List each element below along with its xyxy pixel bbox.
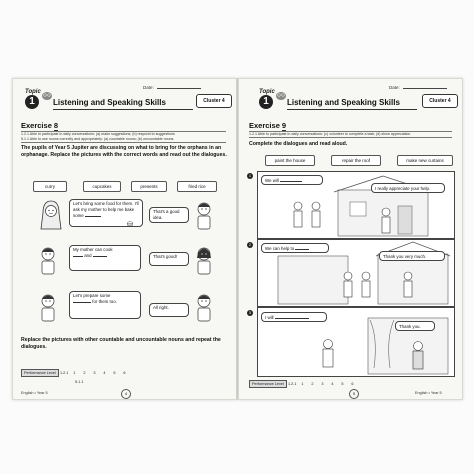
- reply-bubble-3: Thank you.: [395, 321, 435, 331]
- level-6: 6: [351, 382, 354, 386]
- reply-bubble-1: That's a good idea.: [149, 207, 189, 223]
- performance-level-row: [75, 378, 83, 386]
- right-page: [238, 78, 463, 400]
- reply-bubble-2: That's good!: [149, 252, 189, 266]
- boy-illustration: [193, 291, 215, 323]
- cupcake-icon: [125, 220, 135, 226]
- girl-illustration: [193, 244, 215, 276]
- date-label: Date:: [143, 85, 154, 90]
- word-bank-item: presents: [131, 181, 167, 192]
- performance-label: Performance Level: [21, 369, 59, 377]
- standard-item: 1.2.1 Able to participate in daily conversations: (a) make suggestions; (b) respond to suggestions: [21, 132, 175, 136]
- level-5: 5: [113, 371, 116, 375]
- reply-bubble-2: Thank you very much.: [379, 251, 445, 261]
- level-4: 4: [103, 371, 106, 375]
- learning-standards: [249, 131, 452, 138]
- level-6: 6: [123, 371, 126, 375]
- standard-item: 1.2.1 Able to participate in daily conversations: (c) volunteer to complete a task; (d) show appreciation: [249, 132, 411, 136]
- level-1: 1: [73, 371, 76, 375]
- footer-text: English • Year 5: [415, 391, 442, 395]
- word-bank-item: fried rice: [177, 181, 217, 192]
- dialogue-text: and: [84, 253, 92, 258]
- owl-mascot-icon: [275, 90, 287, 100]
- level-1: 1: [301, 382, 304, 386]
- boy-illustration: [193, 199, 215, 231]
- footer-text: English • Year 5: [21, 391, 48, 395]
- dialogue-text: Let's prepare some: [73, 293, 111, 298]
- level-2: 2: [311, 382, 314, 386]
- performance-level-row: [249, 380, 357, 388]
- learning-standards: [21, 131, 226, 143]
- topic-number: 1: [259, 95, 273, 109]
- date-field: [143, 85, 201, 90]
- dialogue-text: Let's bring some food for them. I'll ask my mother to help me bake some: [73, 201, 139, 218]
- topic-word: Topic: [25, 89, 41, 95]
- dialogue-text: We will: [265, 178, 279, 183]
- level-3: 3: [93, 371, 96, 375]
- word-bank-item: cupcakes: [83, 181, 121, 192]
- dialogue-bubble-2: [69, 245, 141, 271]
- girl-tudung-illustration: [39, 199, 63, 231]
- cluster-label: Cluster 4: [196, 94, 232, 108]
- dialogue-text: for them too.: [92, 299, 117, 304]
- cluster-label: Cluster 4: [422, 94, 458, 108]
- date-label: Date:: [389, 85, 400, 90]
- section-title: Listening and Speaking Skills: [53, 97, 193, 110]
- exercise-heading: [249, 121, 286, 131]
- level-4: 4: [331, 382, 334, 386]
- page-number: 4: [121, 389, 131, 399]
- performance-label: Performance Level: [249, 380, 287, 388]
- performance-code: 5.1.1: [75, 380, 84, 384]
- word-bank-item: curry: [33, 181, 67, 192]
- dialogue-text: We can help to: [265, 246, 295, 251]
- exercise-label: Exercise: [249, 121, 280, 130]
- exercise-instruction: The pupils of Year 5 Jupiter are discussing on what to bring for the orphans in an orphanage. Replace the pictures with the correct words and read out the dialogues.: [21, 145, 227, 158]
- date-field: [389, 85, 447, 90]
- topic-word: Topic: [259, 89, 275, 95]
- exercise-label: Exercise: [21, 121, 52, 130]
- reply-bubble-1: I really appreciate your help.: [371, 183, 445, 193]
- topic-number: 1: [25, 95, 39, 109]
- exercise-instruction: Complete the dialogues and read aloud.: [249, 141, 348, 147]
- dialogue-bubble-3: [69, 291, 141, 319]
- word-bank-item: paint the house: [265, 155, 315, 166]
- step-marker: 3: [248, 310, 252, 315]
- section-title: Listening and Speaking Skills: [287, 97, 417, 110]
- standard-item: 5.1.1 Able to use nouns correctly and appropriately: (a) countable nouns; (b) uncountable nouns: [21, 137, 174, 141]
- page-number: 5: [349, 389, 359, 399]
- exercise-number: 8: [53, 121, 59, 130]
- level-3: 3: [321, 382, 324, 386]
- performance-code: 1.2.1: [59, 371, 69, 375]
- boy-illustration: [37, 244, 59, 276]
- step-marker: 2: [248, 242, 252, 247]
- step-marker: 1: [248, 173, 252, 178]
- performance-level-row: [21, 369, 129, 377]
- dialogue-bubble-2: [261, 243, 329, 253]
- boy-illustration: [37, 291, 59, 323]
- level-2: 2: [83, 371, 86, 375]
- exercise-number: 9: [281, 121, 287, 130]
- reply-bubble-3: All right.: [149, 303, 189, 317]
- dialogue-text: I will: [265, 315, 274, 320]
- dialogue-bubble-1: [261, 175, 323, 185]
- performance-code: 1.2.1: [287, 382, 297, 386]
- owl-mascot-icon: [41, 90, 53, 100]
- exercise-heading: [21, 121, 58, 131]
- word-bank-item: repair the roof: [331, 155, 381, 166]
- left-page: [12, 78, 237, 400]
- closing-instruction: Replace the pictures with other countable and uncountable nouns and repeat the dialogues.: [21, 337, 221, 350]
- level-5: 5: [341, 382, 344, 386]
- word-bank-item: make new curtains: [397, 155, 453, 166]
- dialogue-text: My mother can cook: [73, 247, 113, 252]
- dialogue-bubble-3: [261, 312, 327, 322]
